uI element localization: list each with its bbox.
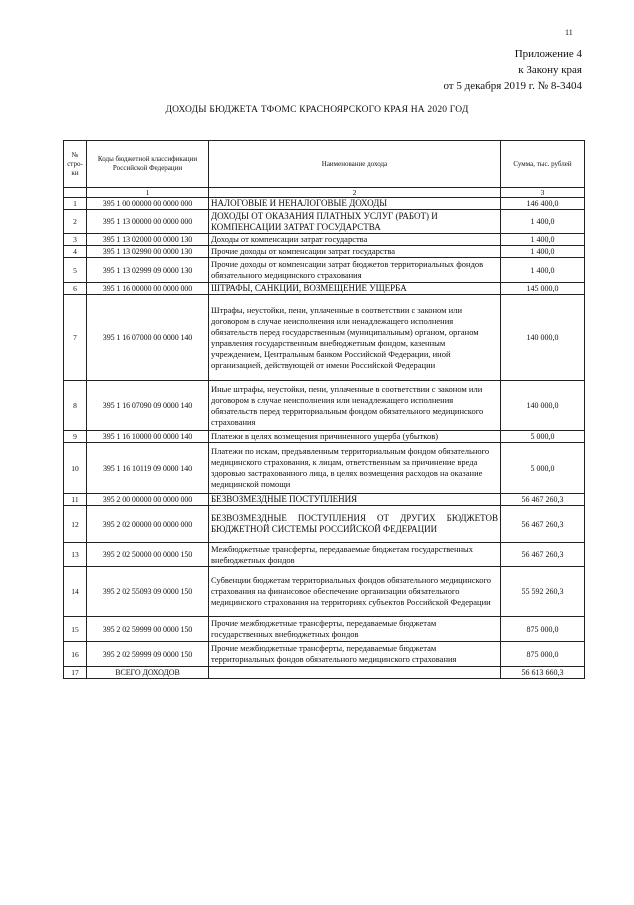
- budget-code: 395 2 02 59999 09 0000 150: [87, 642, 209, 667]
- row-number: 11: [64, 494, 87, 506]
- column-index-1: 1: [87, 188, 209, 198]
- amount: 145 000,0: [501, 283, 585, 295]
- amount: 56 467 260,3: [501, 543, 585, 567]
- budget-code: 395 2 02 55093 09 0000 150: [87, 567, 209, 617]
- table-header-row: [64, 141, 585, 188]
- row-number: 10: [64, 443, 87, 494]
- amount: 1 400,0: [501, 258, 585, 283]
- row-number: 17: [64, 667, 87, 679]
- budget-code: 395 1 16 00000 00 0000 000: [87, 283, 209, 295]
- page-number: 11: [565, 28, 573, 37]
- appendix-reference: [443, 46, 582, 94]
- income-name: БЕЗВОЗМЕЗДНЫЕ ПОСТУПЛЕНИЯ ОТ ДРУГИХ БЮДЖЕТОВ БЮДЖЕТНОЙ СИСТЕМЫ РОССИЙСКОЙ ФЕДЕРАЦИИ: [209, 506, 501, 543]
- income-name: Межбюджетные трансферты, передаваемые бюджетам государственных внебюджетных фондов: [209, 543, 501, 567]
- income-name: Платежи в целях возмещения причиненного ущерба (убытков): [209, 431, 501, 443]
- table-row: [64, 506, 585, 543]
- income-name: Доходы от компенсации затрат государства: [209, 234, 501, 246]
- income-name: Прочие доходы от компенсации затрат государства: [209, 246, 501, 258]
- table-row: [64, 283, 585, 295]
- amount: 140 000,0: [501, 295, 585, 381]
- income-name: ДОХОДЫ ОТ ОКАЗАНИЯ ПЛАТНЫХ УСЛУГ (РАБОТ) И КОМПЕНСАЦИИ ЗАТРАТ ГОСУДАРСТВА: [209, 210, 501, 234]
- income-name: БЕЗВОЗМЕЗДНЫЕ ПОСТУПЛЕНИЯ: [209, 494, 501, 506]
- header-amount: Сумма, тыс. рублей: [501, 141, 585, 188]
- budget-code: 395 2 02 00000 00 0000 000: [87, 506, 209, 543]
- income-name: Прочие доходы от компенсации затрат бюджетов территориальных фондов обязательного медицинского страхования: [209, 258, 501, 283]
- amount: 56 467 260,3: [501, 506, 585, 543]
- table-row: [64, 617, 585, 642]
- amount: 56 467 260,3: [501, 494, 585, 506]
- income-name: Платежи по искам, предъявленным территориальным фондом обязательного медицинского страхования, к лицам, ответственным за причинение вреда здоровью застрахованного лица, в целях возмещения расходов на оказание медицинской помощи: [209, 443, 501, 494]
- amount: 55 592 260,3: [501, 567, 585, 617]
- table-row: [64, 234, 585, 246]
- table-row: [64, 642, 585, 667]
- income-name: ШТРАФЫ, САНКЦИИ, ВОЗМЕЩЕНИЕ УЩЕРБА: [209, 283, 501, 295]
- budget-code: 395 1 00 00000 00 0000 000: [87, 198, 209, 210]
- budget-code: 395 1 13 02000 00 0000 130: [87, 234, 209, 246]
- row-number: 3: [64, 234, 87, 246]
- row-number: 16: [64, 642, 87, 667]
- table-row: [64, 258, 585, 283]
- header-name: Наименование дохода: [209, 141, 501, 188]
- row-number: 9: [64, 431, 87, 443]
- appendix-line-2: к Закону края: [518, 64, 582, 76]
- table-row: [64, 381, 585, 431]
- amount: 1 400,0: [501, 246, 585, 258]
- income-name: [209, 667, 501, 679]
- row-number: 12: [64, 506, 87, 543]
- income-name: Штрафы, неустойки, пени, уплаченные в соответствии с законом или договором в случае неисполнения или ненадлежащего исполнения обязательств перед государственным (муниципальным) органом, органом управления государственным внебюджетным фондом, казенным учреждением, Центральным банком Российской Федерации, иной организацией, действующей от имени Российской Федерации: [209, 295, 501, 381]
- table-row: [64, 494, 585, 506]
- budget-code: 395 1 16 07090 09 0000 140: [87, 381, 209, 431]
- table-row: [64, 567, 585, 617]
- budget-code: 395 2 02 50000 00 0000 150: [87, 543, 209, 567]
- column-index-row: [64, 188, 585, 198]
- income-name: НАЛОГОВЫЕ И НЕНАЛОГОВЫЕ ДОХОДЫ: [209, 198, 501, 210]
- amount: 140 000,0: [501, 381, 585, 431]
- table-row: [64, 295, 585, 381]
- document-title: ДОХОДЫ БЮДЖЕТА ТФОМС КРАСНОЯРСКОГО КРАЯ НА 2020 ГОД: [165, 105, 469, 115]
- income-name: Иные штрафы, неустойки, пени, уплаченные в соответствии с законом или договором в случае неисполнения или ненадлежащего исполнения обязательств перед территориальным фондом обязательного медицинского страхования: [209, 381, 501, 431]
- budget-code: 395 1 16 10119 09 0000 140: [87, 443, 209, 494]
- budget-code: 395 1 13 02999 09 0000 130: [87, 258, 209, 283]
- budget-code: 395 2 02 59999 00 0000 150: [87, 617, 209, 642]
- table-row: [64, 198, 585, 210]
- budget-code: 395 1 13 02990 00 0000 130: [87, 246, 209, 258]
- table-row: [64, 431, 585, 443]
- budget-code: 395 2 00 00000 00 0000 000: [87, 494, 209, 506]
- amount: 5 000,0: [501, 443, 585, 494]
- income-table: [63, 140, 585, 679]
- header-code: Коды бюджетной классификации Российской Федерации: [87, 141, 209, 188]
- row-number: 2: [64, 210, 87, 234]
- income-name: Субвенции бюджетам территориальных фондов обязательного медицинского страхования на финансовое обеспечение организации обязательного медицинского страхования на территориях субъектов Российской Федерации: [209, 567, 501, 617]
- amount: 875 000,0: [501, 617, 585, 642]
- table-row: [64, 543, 585, 567]
- amount: 875 000,0: [501, 642, 585, 667]
- total-amount: 56 613 660,3: [501, 667, 585, 679]
- table-row-total: [64, 667, 585, 679]
- total-label: ВСЕГО ДОХОДОВ: [87, 667, 209, 679]
- amount: 1 400,0: [501, 210, 585, 234]
- amount: 1 400,0: [501, 234, 585, 246]
- amount: 146 400,0: [501, 198, 585, 210]
- budget-code: 395 1 13 00000 00 0000 000: [87, 210, 209, 234]
- row-number: 1: [64, 198, 87, 210]
- appendix-line-1: Приложение 4: [514, 48, 582, 60]
- row-number: 7: [64, 295, 87, 381]
- column-index-2: 2: [209, 188, 501, 198]
- row-number: 14: [64, 567, 87, 617]
- table-row: [64, 246, 585, 258]
- column-index-empty: [64, 188, 87, 198]
- row-number: 15: [64, 617, 87, 642]
- row-number: 4: [64, 246, 87, 258]
- row-number: 6: [64, 283, 87, 295]
- budget-code: 395 1 16 07000 00 0000 140: [87, 295, 209, 381]
- income-name: Прочие межбюджетные трансферты, передаваемые бюджетам государственных внебюджетных фондов: [209, 617, 501, 642]
- row-number: 8: [64, 381, 87, 431]
- row-number: 13: [64, 543, 87, 567]
- amount: 5 000,0: [501, 431, 585, 443]
- budget-code: 395 1 16 10000 00 0000 140: [87, 431, 209, 443]
- table-row: [64, 210, 585, 234]
- row-number: 5: [64, 258, 87, 283]
- appendix-line-3: от 5 декабря 2019 г. № 8-3404: [443, 80, 582, 92]
- column-index-3: 3: [501, 188, 585, 198]
- table-row: [64, 443, 585, 494]
- income-name: Прочие межбюджетные трансферты, передаваемые бюджетам территориальных фондов обязательного медицинского страхования: [209, 642, 501, 667]
- header-row-number: № стро-ки: [64, 141, 87, 188]
